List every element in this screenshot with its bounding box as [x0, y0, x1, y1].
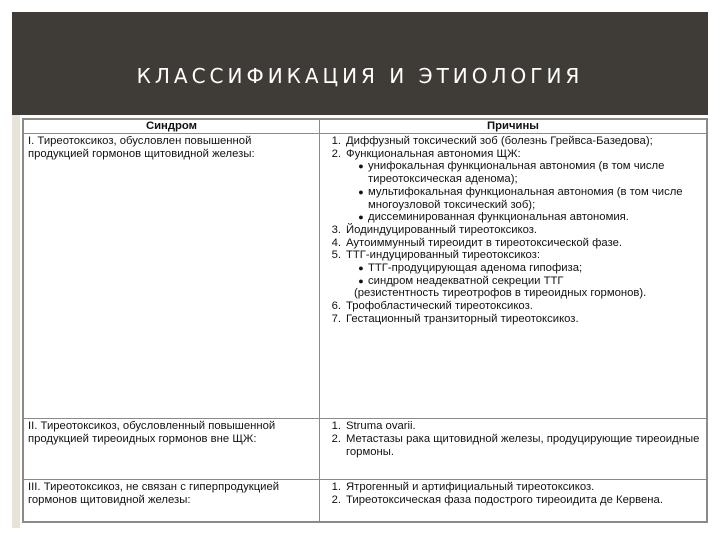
item-text: Тиреотоксическая фаза подострого тиреоидита де Кервена. — [346, 493, 663, 506]
sub-item-text: синдром неадекватной секреции ТТГ — [368, 274, 564, 287]
item-text: Гестационный транзиторный тиреотоксикоз. — [346, 312, 579, 325]
causes-cell — [320, 134, 707, 419]
list-item — [324, 148, 702, 224]
list-item — [324, 433, 702, 458]
causes-list — [324, 135, 702, 326]
sub-item-continuation: (резистентность тиреотрофов в тиреоидных гормонов). — [354, 287, 647, 300]
item-number: 6. — [331, 300, 341, 313]
sub-list — [324, 160, 702, 224]
item-number: 1. — [331, 420, 341, 433]
bullet-icon: ● — [358, 212, 364, 223]
bullet-icon: ● — [358, 263, 364, 274]
sub-item-text: мультифокальная функциональная автономия (в том числе многоузловой токсический зоб); — [368, 185, 683, 211]
item-text: Диффузный токсический зоб (болезнь Грейвса-Базедова); — [346, 135, 653, 147]
sub-list-item — [354, 186, 702, 211]
list-item — [324, 300, 702, 313]
item-number: 7. — [331, 312, 341, 325]
item-number: 3. — [331, 223, 341, 236]
causes-list — [324, 481, 702, 506]
item-number: 2. — [331, 493, 341, 506]
item-text: Йодиндуцированный тиреотоксикоз. — [346, 223, 538, 236]
table-row — [24, 134, 707, 419]
syndrome-cell: I. Тиреотоксикоз, обусловлен повышенной продукцией гормонов щитовидной железы: — [24, 134, 320, 419]
item-text: Аутоиммунный тиреоидит в тиреотоксической фазе. — [346, 236, 623, 249]
sub-list-item — [354, 275, 702, 288]
list-item — [324, 481, 702, 494]
slide-title: КЛАССИФИКАЦИЯ И ЭТИОЛОГИЯ — [136, 64, 584, 88]
list-item — [324, 420, 702, 433]
sub-list — [324, 262, 702, 287]
list-item — [324, 237, 702, 250]
sub-item-text: ТТГ-продуцирующая аденома гипофиза; — [368, 262, 583, 275]
sub-list-item — [354, 262, 702, 275]
list-item — [324, 313, 702, 326]
classification-table — [23, 119, 707, 522]
sub-list-item — [354, 211, 702, 224]
item-number: 2. — [331, 147, 341, 160]
syndrome-cell: III. Тиреотоксикоз, не связан с гиперпродукцией гормонов щитовидной железы: — [24, 480, 320, 522]
header-causes: Причины — [320, 120, 707, 134]
table-header-row — [24, 120, 707, 134]
sub-item-text: диссеминированная функциональная автономия. — [368, 211, 629, 224]
bullet-icon: ● — [358, 161, 364, 172]
causes-cell — [320, 480, 707, 522]
header-syndrome: Синдром — [24, 120, 320, 134]
item-text: Ятрогенный и артифициальный тиреотоксикоз. — [346, 481, 595, 494]
list-item — [324, 224, 702, 237]
item-number: 1. — [331, 481, 341, 494]
list-item — [324, 135, 702, 148]
item-number: 1. — [331, 135, 341, 147]
side-decoration — [12, 115, 20, 528]
table-row — [24, 480, 707, 522]
list-item — [324, 249, 702, 300]
item-text: Функциональная автономия ЩЖ: — [346, 147, 521, 160]
item-text: Метастазы рака щитовидной железы, продуцирующие тиреоидные гормоны. — [346, 433, 700, 458]
item-number: 5. — [331, 249, 341, 262]
causes-list — [324, 420, 702, 458]
title-bar — [12, 12, 708, 115]
item-text: ТТГ-индуцированный тиреотоксикоз: — [346, 249, 541, 262]
item-number: 2. — [331, 433, 341, 446]
item-number: 4. — [331, 236, 341, 249]
sub-list-item — [354, 160, 702, 185]
bullet-icon: ● — [358, 186, 364, 197]
table-row — [24, 419, 707, 480]
item-text: Трофобластический тиреотоксикоз. — [346, 300, 533, 313]
sub-item-text: унифокальная функциональная автономия (в том числе тиреотоксическая аденома); — [368, 160, 665, 186]
causes-cell — [320, 419, 707, 480]
item-text: Struma ovarii. — [346, 420, 416, 433]
syndrome-cell: II. Тиреотоксикоз, обусловленный повышенной продукцией тиреоидных гормонов вне ЩЖ: — [24, 419, 320, 480]
bullet-icon: ● — [358, 275, 364, 286]
classification-table-container — [22, 118, 708, 523]
list-item — [324, 494, 702, 507]
